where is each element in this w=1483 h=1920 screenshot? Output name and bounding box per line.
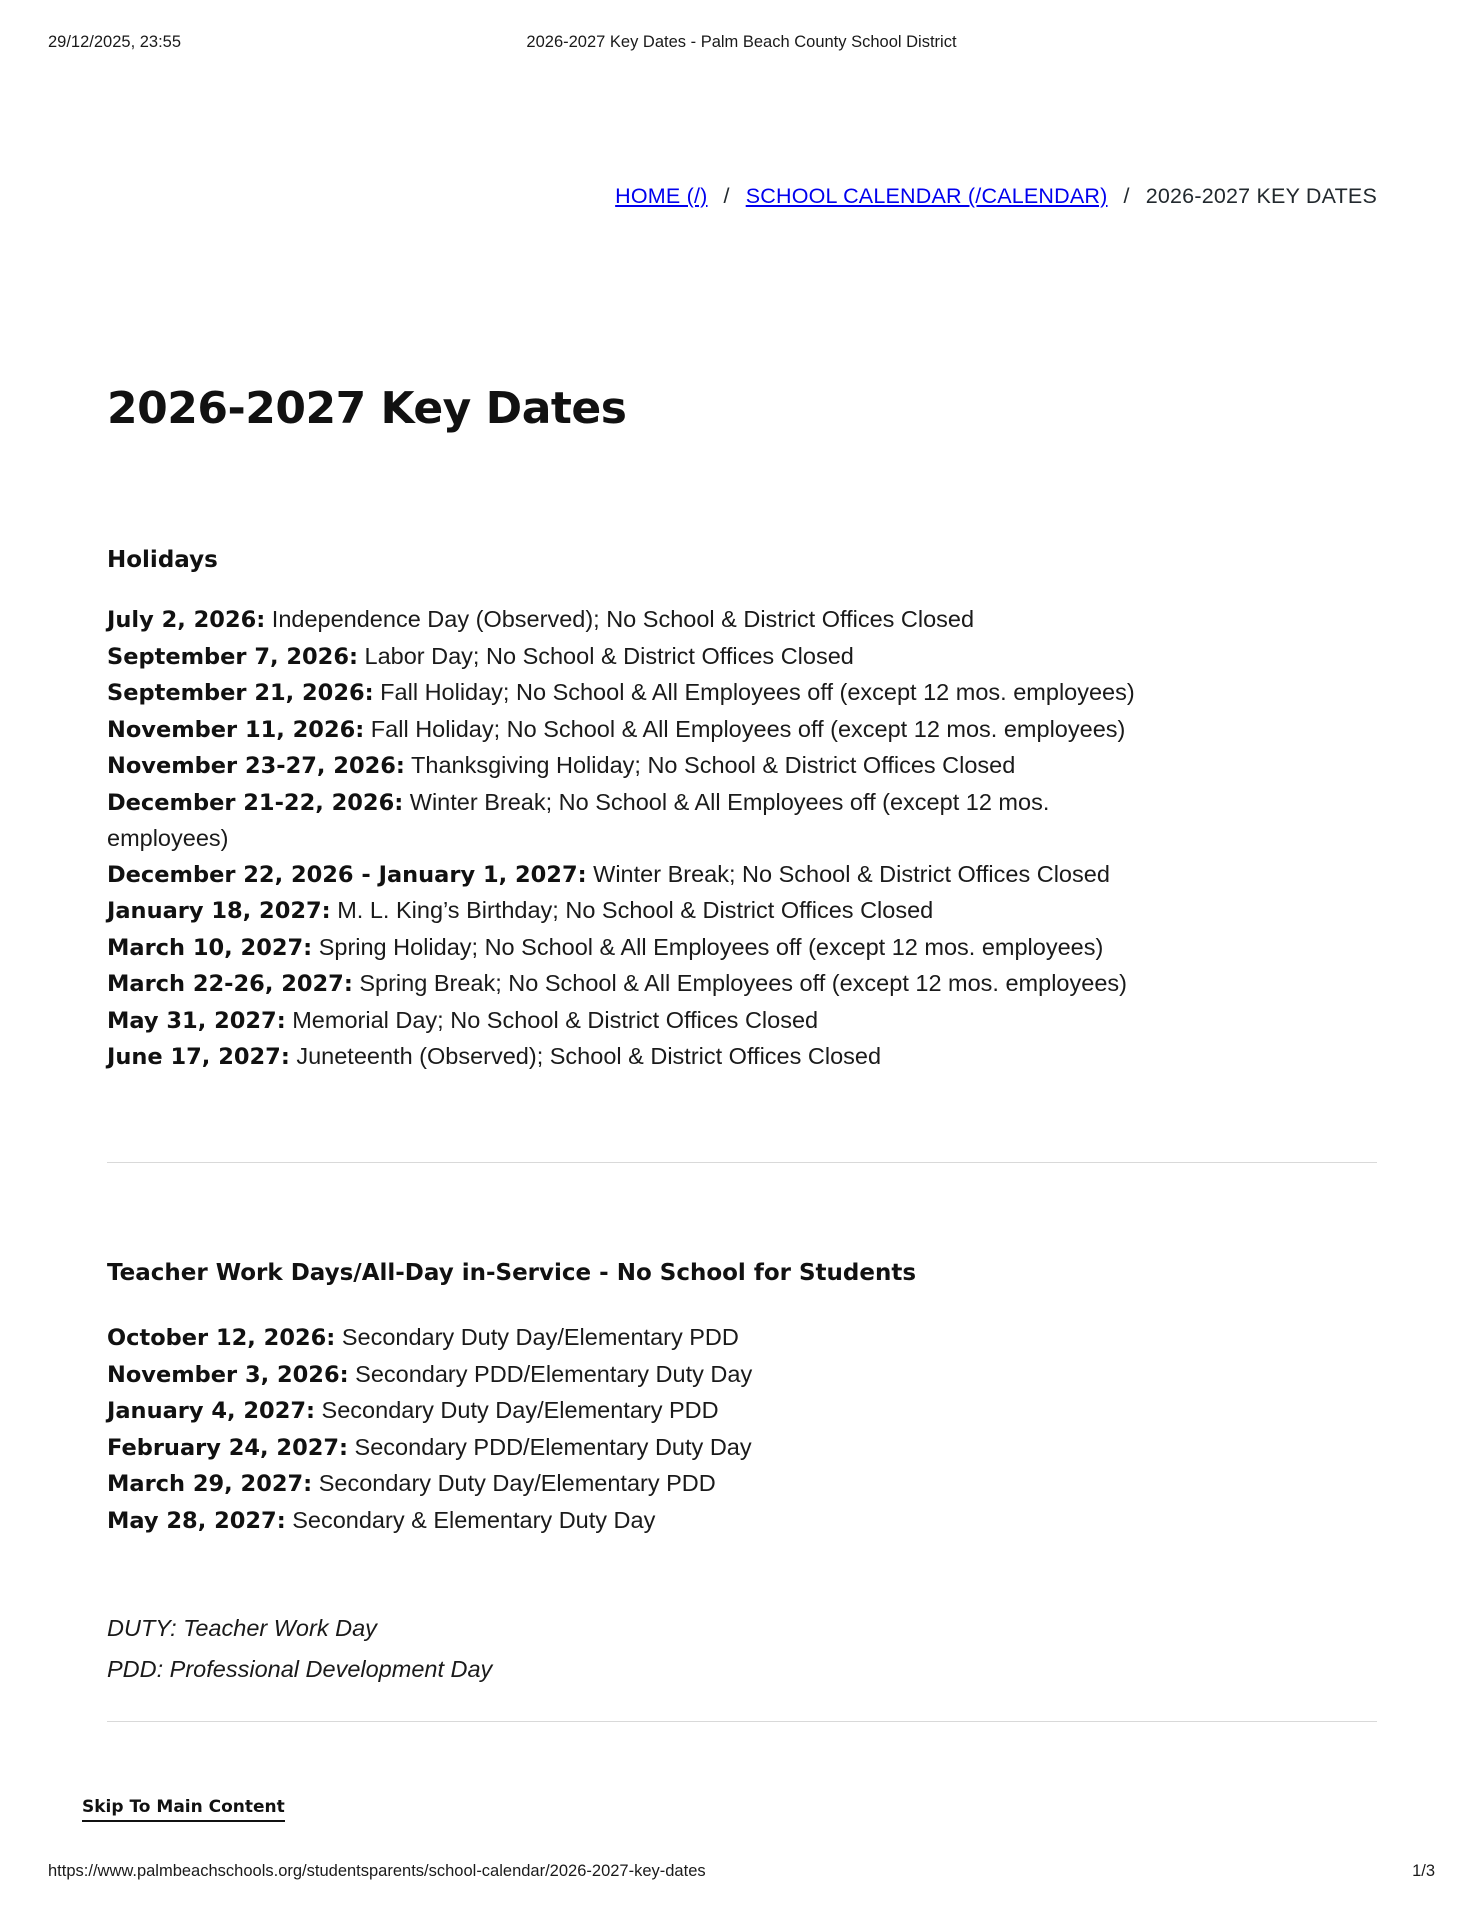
legend-duty: DUTY: Teacher Work Day [107,1615,377,1641]
date-label: June 17, 2027: [107,1044,290,1070]
teacher-work-days-date-list [107,1320,1157,1539]
date-label: May 31, 2027: [107,1007,286,1034]
breadcrumb-separator: / [723,184,730,208]
date-description: Fall Holiday; No School & All Employees off (except 12 mos. employees) [364,715,1126,742]
date-label: January 4, 2027: [107,1398,316,1424]
date-description: Secondary Duty Day/Elementary PDD [335,1324,739,1350]
breadcrumb-item-home[interactable]: HOME (/) [615,184,708,208]
print-document-title: 2026-2027 Key Dates - Palm Beach County School District [526,33,957,51]
list-item [107,602,1157,639]
date-description: Labor Day; No School & District Offices Closed [357,642,854,669]
breadcrumb-item-school-calendar[interactable]: SCHOOL CALENDAR (/CALENDAR) [745,184,1108,208]
list-item [107,639,1157,676]
legend-pdd: PDD: Professional Development Day [107,1656,493,1682]
section-heading-teacher-work-days: Teacher Work Days/All-Day in-Service - No School for Students [107,1260,917,1287]
print-header [0,33,1483,55]
date-label: March 22-26, 2027: [107,971,353,997]
list-item [107,930,1157,967]
date-description: Thanksgiving Holiday; No School & District Offices Closed [404,752,1016,778]
date-label: January 18, 2027: [107,898,331,924]
skip-to-main-content-link[interactable]: Skip To Main Content [82,1797,285,1822]
breadcrumb-item-current: 2026-2027 KEY DATES [1145,184,1377,208]
section-heading-holidays: Holidays [107,547,218,574]
print-timestamp: 29/12/2025, 23:55 [48,33,182,51]
print-footer [0,1862,1483,1886]
list-item [107,1503,1157,1540]
breadcrumb [107,184,1377,209]
date-label: November 3, 2026: [107,1361,349,1388]
date-label: November 23-27, 2026: [107,753,405,779]
date-label: March 10, 2027: [107,934,313,961]
page-title: 2026-2027 Key Dates [107,383,627,435]
list-item [107,1003,1157,1040]
date-label: December 22, 2026 - January 1, 2027: [107,861,587,888]
date-description: M. L. King’s Birthday; No School & District Offices Closed [330,897,934,923]
date-label: July 2, 2026: [107,607,266,633]
list-item [107,712,1157,749]
date-description: Spring Break; No School & All Employees off (except 12 mos. employees) [352,970,1127,996]
date-label: December 21-22, 2026: [107,789,404,816]
breadcrumb-separator: / [1123,184,1130,208]
list-item [107,748,1157,785]
section-divider [107,1721,1377,1722]
date-label: February 24, 2027: [107,1434,349,1461]
list-item [107,1320,1157,1357]
date-description: Independence Day (Observed); No School & District Offices Closed [265,606,975,632]
date-description: Secondary PDD/Elementary Duty Day [348,1360,753,1387]
holidays-date-list [107,602,1157,1076]
list-item [107,966,1157,1003]
print-source-url: https://www.palmbeachschools.org/studentsparents/school-calendar/2026-2027-key-dates [48,1862,706,1880]
date-description: Juneteenth (Observed); School & District Offices Closed [289,1043,882,1069]
date-description: Secondary Duty Day/Elementary PDD [312,1470,716,1496]
list-item [107,893,1157,930]
section-divider [107,1162,1377,1163]
date-label: November 11, 2026: [107,716,365,743]
list-item [107,857,1157,894]
list-item [107,1466,1157,1503]
date-label: May 28, 2027: [107,1507,286,1534]
list-item [107,1357,1157,1394]
list-item [107,1039,1157,1076]
date-label: September 21, 2026: [107,680,374,706]
date-label: September 7, 2026: [107,643,358,670]
date-description: Memorial Day; No School & District Offices Closed [285,1006,819,1033]
date-description: Winter Break; No School & District Offices Closed [586,860,1110,887]
abbreviation-legend [107,1608,492,1690]
list-item [107,785,1157,857]
date-label: March 29, 2027: [107,1471,313,1497]
list-item [107,675,1157,712]
date-description: Secondary PDD/Elementary Duty Day [348,1433,752,1460]
date-description: Spring Holiday; No School & All Employees off (except 12 mos. employees) [312,933,1104,960]
date-description: Winter Break; No School & All Employees off (except 12 mos. employees) [107,788,1050,851]
date-description: Secondary & Elementary Duty Day [285,1506,656,1533]
list-item [107,1430,1157,1467]
list-item [107,1393,1157,1430]
date-description: Fall Holiday; No School & All Employees off (except 12 mos. employees) [373,679,1135,705]
date-label: October 12, 2026: [107,1325,336,1351]
date-description: Secondary Duty Day/Elementary PDD [315,1397,719,1423]
print-page-number: 1/3 [1412,1862,1435,1880]
